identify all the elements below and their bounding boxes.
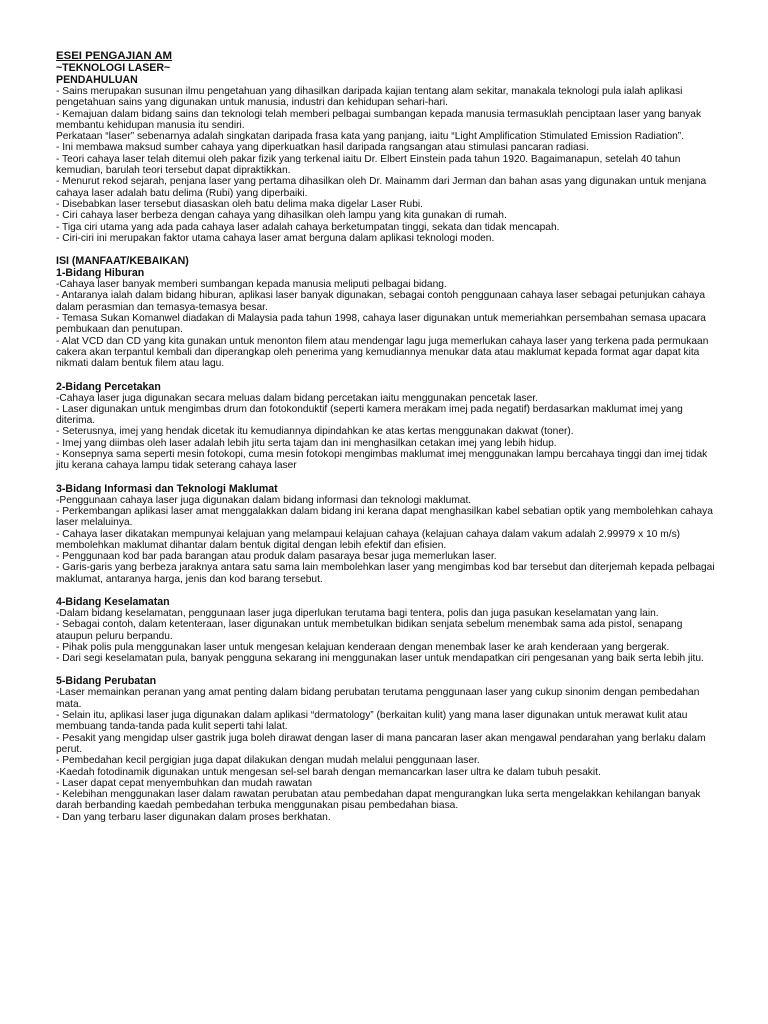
subsection-heading-perubatan: 5-Bidang Perubatan [56, 675, 157, 688]
paragraph: - Dan yang terbaru laser digunakan dalam proses berkhatan. [56, 811, 331, 823]
paragraph: - Ini membawa maksud sumber cahaya yang diperkuatkan hasil daripada rangsangan atau stimulasi pancaran radiasi. [56, 142, 589, 154]
paragraph: - Disebabkan laser tersebut diasaskan oleh batu delima maka digelar Laser Rubi. [56, 198, 423, 210]
paragraph: - Imej yang diimbas oleh laser adalah lebih jitu serta tajam dan ini menghasilkan cetakan imej yang lebih hidup. [56, 437, 557, 449]
paragraph: - Penggunaan kod bar pada barangan atau produk dalam pasaraya besar juga memerlukan laser. [56, 551, 497, 563]
document-page [56, 50, 716, 823]
paragraph: - Seterusnya, imej yang hendak dicetak itu kemudiannya dipindahkan ke atas kertas menggunakan dakwat (toner). [56, 426, 574, 438]
paragraph: -Laser memainkan peranan yang amat penting dalam bidang perubatan terutama penggunaan laser yang cukup sinonim dengan pembedahan mata. [56, 687, 700, 710]
section-heading-pendahuluan: PENDAHULUAN [56, 74, 138, 86]
paragraph: - Pesakit yang mengidap ulser gastrik juga boleh dirawat dengan laser di mana pancaran laser akan mengawal pendarahan yang berlaku dalam perut. [56, 732, 706, 755]
paragraph: - Dari segi keselamatan pula, banyak pengguna sekarang ini menggunakan laser untuk mendapatkan ciri pengesanan yang baik serta lebih jitu. [56, 653, 704, 665]
paragraph: - Laser digunakan untuk mengimbas drum dan fotokonduktif (seperti kamera merakam imej pada negatif) berdasarkan maklumat imej yang diterima. [56, 403, 683, 427]
paragraph: - Temasa Sukan Komanwel diadakan di Malaysia pada tahun 1998, cahaya laser digunakan untuk memeriahkan persembahan semasa upacara pembukaan dan penutupan. [56, 313, 706, 336]
paragraph: - Sebagai contoh, dalam ketenteraan, laser digunakan untuk membetulkan bidikan senjata sebelum menembak sama ada pistol, senapang ataupun peluru berpandu. [56, 619, 683, 642]
paragraph: - Teori cahaya laser telah ditemui oleh pakar fizik yang terkenal iaitu Dr. Elbert Einstein pada tahun 1920. Bagaimanapun, setelah 40 tahun kemudian, barulah teori tersebut dapat dipraktikkan. [56, 153, 681, 177]
paragraph: - Pembedahan kecil pergigian juga dapat dilakukan dengan mudah melalui penggunaan laser. [56, 755, 480, 767]
paragraph: - Ciri cahaya laser berbeza dengan cahaya yang dihasilkan oleh lampu yang kita gunakan di rumah. [56, 210, 507, 222]
paragraph: -Dalam bidang keselamatan, penggunaan laser juga diperlukan terutama bagi tentera, polis dan juga pasukan keselamatan yang lain. [56, 607, 659, 619]
paragraph: -Cahaya laser juga digunakan secara meluas dalam bidang percetakan iaitu menggunakan pencetak laser. [56, 392, 538, 404]
paragraph: - Kelebihan menggunakan laser dalam rawatan perubatan atau pembedahan dapat mengurangkan luka serta mengelakkan kehilangan banyak darah berbanding kaedah pembedahan terbuka menggunakan pisau pembedahan biasa. [56, 789, 701, 812]
paragraph: -Penggunaan cahaya laser juga digunakan dalam bidang informasi dan teknologi maklumat. [56, 494, 472, 506]
paragraph: - Selain itu, aplikasi laser juga digunakan dalam aplikasi “dermatology” (berkaitan kulit) yang mana laser digunakan untuk merawat kulit atau membuang tanda-tanda pada kulit seperti tahi lalat. [56, 710, 688, 733]
paragraph: - Ciri-ciri ini merupakan faktor utama cahaya laser amat berguna dalam aplikasi teknologi moden. [56, 232, 495, 244]
subsection-heading-percetakan: 2-Bidang Percetakan [56, 380, 161, 393]
paragraph: - Tiga ciri utama yang ada pada cahaya laser adalah cahaya berketumpatan tinggi, sekata dan tidak mencapah. [56, 221, 560, 233]
paragraph: - Alat VCD dan CD yang kita gunakan untuk menonton filem atau mendengar lagu juga memerlukan cahaya laser yang terkena pada permukaan cakera akan terpantul kembali dan diperangkap oleh penerima yang kemudiannya menukar data atau maklumat kepada format agar dapat kita nikmati dalam bentuk filem atau lagu. [56, 335, 709, 370]
paragraph: - Menurut rekod sejarah, penjana laser yang pertama dihasilkan oleh Dr. Mainamm dari Jerman dan bahan asas yang digunakan untuk menjana cahaya laser adalah batu delima (Rubi) yang diperbaiki. [56, 176, 707, 199]
paragraph: - Cahaya laser dikatakan mempunyai kelajuan yang melampaui kelajuan cahaya (kelajuan cahaya dalam vakum adalah 2.99979 x 10 m/s) membolehkan maklumat dihantar dalam bentuk digital dengan lebih efektif dan efisien. [56, 528, 681, 551]
paragraph: - Pihak polis pula menggunakan laser untuk mengesan kelajuan kenderaan dengan menembak laser ke arah kenderaan yang bergerak. [56, 641, 670, 653]
paragraph: - Kemajuan dalam bidang sains dan teknologi telah memberi pelbagai sumbangan kepada manusia termasuklah penciptaan laser yang banyak membantu kehidupan manusia itu sendiri. [56, 108, 702, 131]
paragraph: Perkataan “laser” sebenarnya adalah singkatan daripada frasa kata yang panjang, iaitu “Light Amplification Stimulated Emission Radiation”. [56, 131, 685, 143]
subsection-heading-informasi: 3-Bidang Informasi dan Teknologi Maklumat [56, 482, 278, 495]
paragraph: -Kaedah fotodinamik digunakan untuk mengesan sel-sel barah dengan memancarkan laser ultra ke dalam tubuh pesakit. [56, 766, 601, 778]
subsection-heading-hiburan: 1-Bidang Hiburan [56, 267, 145, 280]
paragraph: - Antaranya ialah dalam bidang hiburan, aplikasi laser banyak digunakan, sebagai contoh penggunaan cahaya laser sebagai petunjukan cahaya dalam perasmian dan temasya-temasya besar. [56, 290, 706, 313]
paragraph: - Konsepnya sama seperti mesin fotokopi, cuma mesin fotokopi mengimbas maklumat imej menggunakan lampu bercahaya tinggi dan imej tidak jitu kerana cahaya lampu tidak seterang cahaya laser [56, 449, 708, 472]
paragraph: -Cahaya laser banyak memberi sumbangan kepada manusia meliputi pelbagai bidang. [56, 279, 447, 291]
section-heading-isi: ISI (MANFAAT/KEBAIKAN) [56, 255, 189, 268]
paragraph: - Laser dapat cepat menyembuhkan dan mudah rawatan [56, 777, 312, 789]
paragraph: - Perkembangan aplikasi laser amat menggalakkan dalam bidang ini kerana dapat menghasilkan kabel sebatian optik yang membolehkan cahaya laser melaluinya. [56, 505, 713, 529]
paragraph: - Sains merupakan susunan ilmu pengetahuan yang dihasilkan daripada kajian tentang alam sekitar, manakala teknologi pula ialah aplikasi pengetahuan sains yang digunakan untuk manusia, industri dan kehidupan sehari-hari. [56, 86, 683, 109]
document-subtitle: ~TEKNOLOGI LASER~ [56, 62, 171, 74]
subsection-heading-keselamatan: 4-Bidang Keselamatan [56, 595, 170, 608]
document-title: ESEI PENGAJIAN AM [56, 50, 173, 62]
paragraph: - Garis-garis yang berbeza jaraknya antara satu sama lain membolehkan laser yang mengimbas kod bar tersebut dan diterjemah kepada pelbagai maklumat, antaranya harga, jenis dan kod barang tersebut. [56, 562, 715, 585]
